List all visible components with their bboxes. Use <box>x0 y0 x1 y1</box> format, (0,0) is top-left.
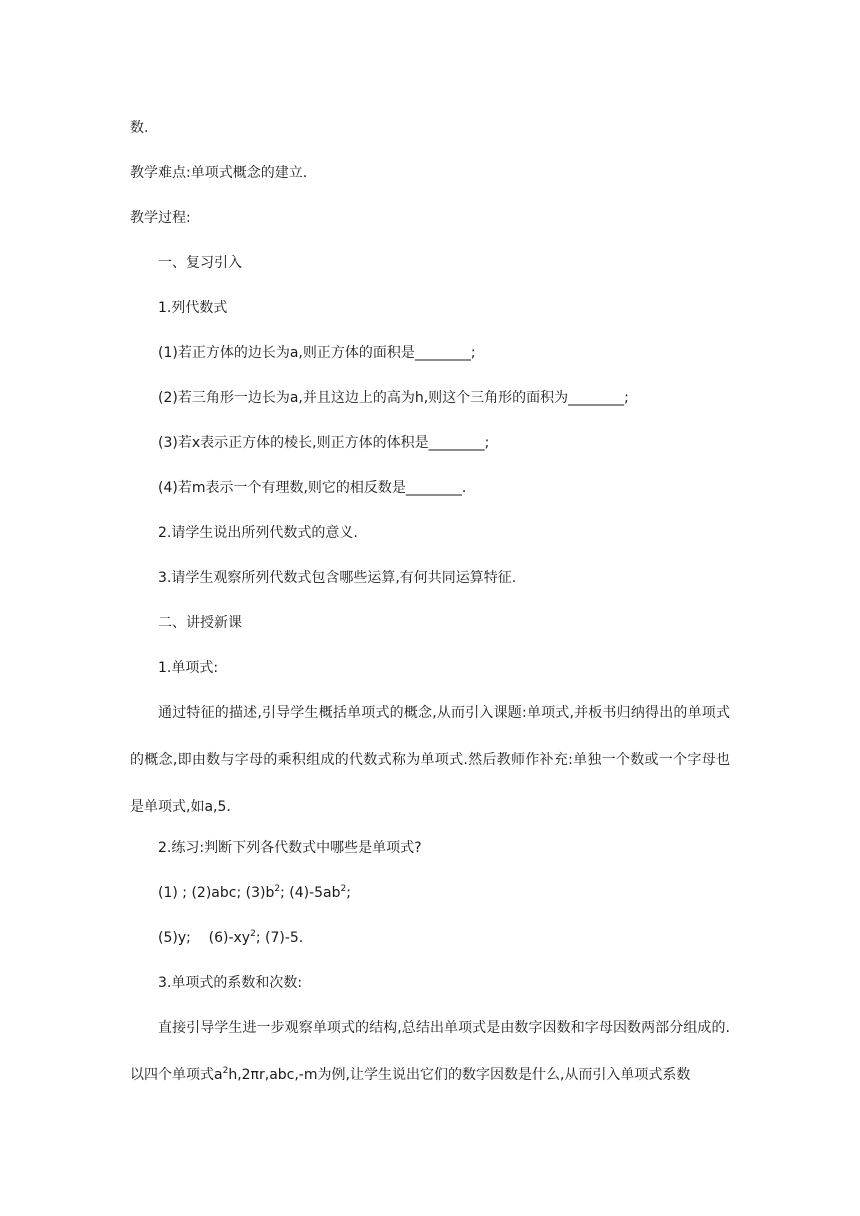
exponent: 2 <box>274 884 281 894</box>
text-line: 2.请学生说出所列代数式的意义. <box>158 525 358 541</box>
exercise-text: (1) ; (2)abc; (3)b <box>158 885 275 901</box>
exercise-text: (5)y; (6)-xy <box>158 930 251 946</box>
text-line: 3.请学生观察所列代数式包含哪些运算,有何共同运算特征. <box>158 570 517 586</box>
exponent: 2 <box>250 929 256 939</box>
question-item: (4)若m表示一个有理数,则它的相反数是________. <box>158 480 467 496</box>
exercise-text: ; (7)-5. <box>255 930 304 946</box>
exercise-text: ; <box>346 885 351 901</box>
exponent: 2 <box>340 884 347 894</box>
paragraph: 通过特征的描述,引导学生概括单项式的概念,从而引入课题:单项式,并板书归纳得出的单项式的概念,即由数与字母的乘积组成的代数式称为单项式.然后教师作补充:单独一个数或一个字母也是单项式,如a,5. <box>130 705 730 815</box>
exercise-line <box>158 928 303 948</box>
question-item: (3)若x表示正方体的棱长,则正方体的体积是________; <box>158 435 490 451</box>
exponent: 2 <box>222 1066 229 1076</box>
paragraph-text: 直接引导学生进一步观察单项式的结构,总结出单项式是由数字因数和字母因数两部分组成的.以四个单项式a <box>130 1020 730 1083</box>
question-item: (2)若三角形一边长为a,并且这边上的高为h,则这个三角形的面积为________; <box>158 390 629 406</box>
paragraph-text: h,2πr,abc,-m为例,让学生说出它们的数字因数是什么,从而引入单项式系数 <box>228 1067 691 1083</box>
paragraph <box>130 1005 730 1099</box>
section-heading: 二、讲授新课 <box>158 615 242 631</box>
exercise-line <box>158 883 351 903</box>
exercise-heading: 2.练习:判断下列各代数式中哪些是单项式? <box>158 840 422 856</box>
text-line: 教学过程: <box>130 210 191 226</box>
subsection-heading: 1.列代数式 <box>158 300 228 316</box>
subsection-heading: 3.单项式的系数和次数: <box>158 975 303 991</box>
question-item: (1)若正方体的边长为a,则正方体的面积是________; <box>158 345 476 361</box>
section-heading: 一、复习引入 <box>158 255 242 271</box>
text-line: 数. <box>130 120 149 136</box>
exercise-text: ; (4)-5ab <box>280 885 341 901</box>
subsection-heading: 1.单项式: <box>158 660 219 676</box>
text-line: 教学难点:单项式概念的建立. <box>130 165 308 181</box>
